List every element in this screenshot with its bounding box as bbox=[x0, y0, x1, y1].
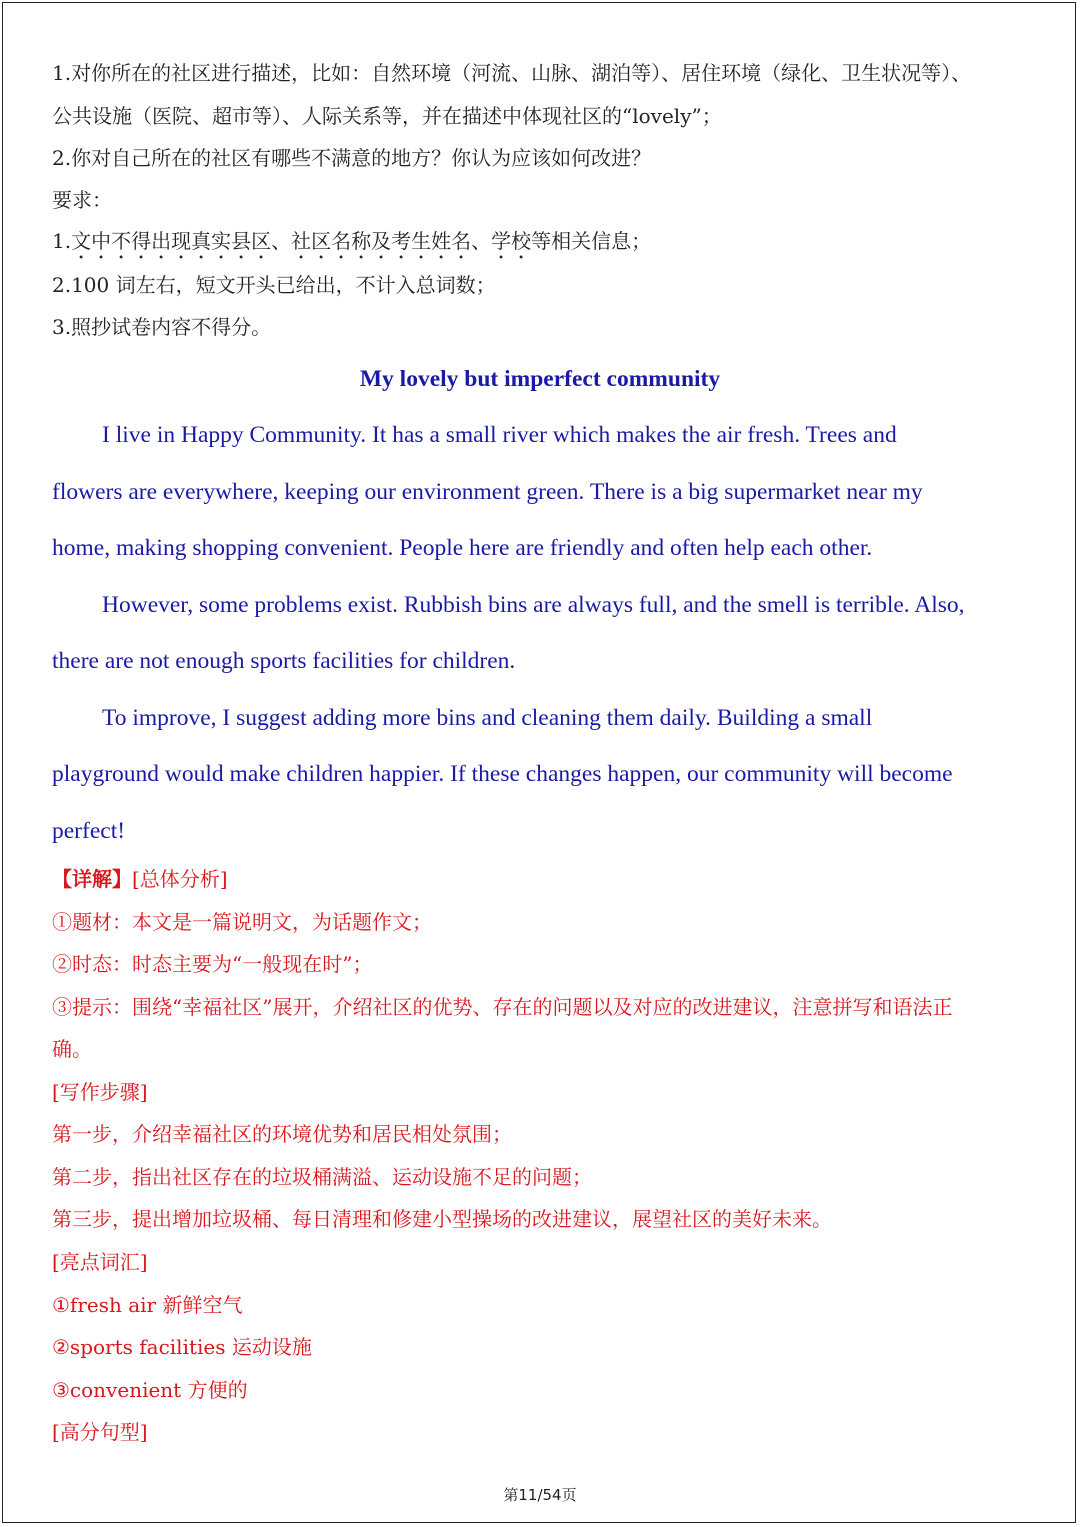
requirement-1 bbox=[52, 228, 651, 264]
analysis-item-1: ①题材：本文是一篇说明文，为话题作文； bbox=[52, 910, 432, 934]
task-item-1-line-2: 公共设施（医院、超市等）、人际关系等，并在描述中体现社区的“lovely”； bbox=[52, 104, 722, 128]
essay-p1-line-1: I live in Happy Community. It has a small river which makes the air fresh. Trees and bbox=[102, 422, 897, 448]
essay-p1-line-2: flowers are everywhere, keeping our environment green. There is a big supermarket near my bbox=[52, 479, 923, 505]
analysis-heading bbox=[52, 866, 228, 892]
overall-analysis-label: [总体分析] bbox=[132, 867, 228, 891]
essay-p3-line-2: playground would make children happier. If these changes happen, our community will become bbox=[52, 761, 953, 787]
requirements-label: 要求： bbox=[52, 188, 112, 212]
essay-p2-line-1: However, some problems exist. Rubbish bins are always full, and the smell is terrible. Also, bbox=[102, 592, 965, 618]
task-item-2: 2.你对自己所在的社区有哪些不满意的地方？你认为应该如何改进？ bbox=[52, 146, 652, 170]
analysis-item-2: ②时态：时态主要为“一般现在时”； bbox=[52, 952, 373, 976]
essay-p2-line-2: there are not enough sports facilities for children. bbox=[52, 648, 516, 674]
essay-p1-line-3: home, making shopping convenient. People here are friendly and often help each other. bbox=[52, 535, 873, 561]
page-number: 第11/54页 bbox=[503, 1486, 577, 1504]
analysis-item-3-line-1: ③提示：围绕“幸福社区”展开，介绍社区的优势、存在的问题以及对应的改进建议，注意拼写和语法正 bbox=[52, 995, 953, 1019]
requirement-1-prefix: 1. bbox=[52, 229, 72, 253]
vocabulary-label: [亮点词汇] bbox=[52, 1250, 148, 1274]
step-3: 第三步，提出增加垃圾桶、每日清理和修建小型操场的改进建议，展望社区的美好未来。 bbox=[52, 1207, 832, 1231]
step-2: 第二步，指出社区存在的垃圾桶满溢、运动设施不足的问题； bbox=[52, 1165, 592, 1189]
essay-p3-line-1: To improve, I suggest adding more bins and cleaning them daily. Building a small bbox=[102, 705, 873, 731]
requirement-1-suffix: 等相关信息； bbox=[531, 229, 652, 253]
essay-title: My lovely but imperfect community bbox=[359, 366, 721, 392]
essay-p3-line-3: perfect! bbox=[52, 818, 126, 844]
requirement-2: 2.100 词左右，短文开头已给出，不计入总词数； bbox=[52, 273, 496, 297]
vocabulary-item-2: ②sports facilities 运动设施 bbox=[52, 1335, 312, 1359]
analysis-item-3-line-2: 确。 bbox=[52, 1037, 92, 1061]
sentence-patterns-label: [高分句型] bbox=[52, 1420, 148, 1444]
step-1: 第一步，介绍幸福社区的环境优势和居民相处氛围； bbox=[52, 1122, 512, 1146]
requirement-3: 3.照抄试卷内容不得分。 bbox=[52, 315, 272, 339]
writing-steps-label: [写作步骤] bbox=[52, 1080, 148, 1104]
requirement-1-emphasized: 文中不得出现真实县区、社区名称及考生姓名、学校 bbox=[71, 229, 532, 253]
vocabulary-item-3: ③convenient 方便的 bbox=[52, 1378, 248, 1402]
detail-bracket: 【详解】 bbox=[52, 867, 132, 891]
task-item-1-line-1: 1.对你所在的社区进行描述，比如：自然环境（河流、山脉、湖泊等）、居住环境（绿化、卫生状况等）、 bbox=[52, 61, 972, 85]
vocabulary-item-1: ①fresh air 新鲜空气 bbox=[52, 1293, 243, 1317]
